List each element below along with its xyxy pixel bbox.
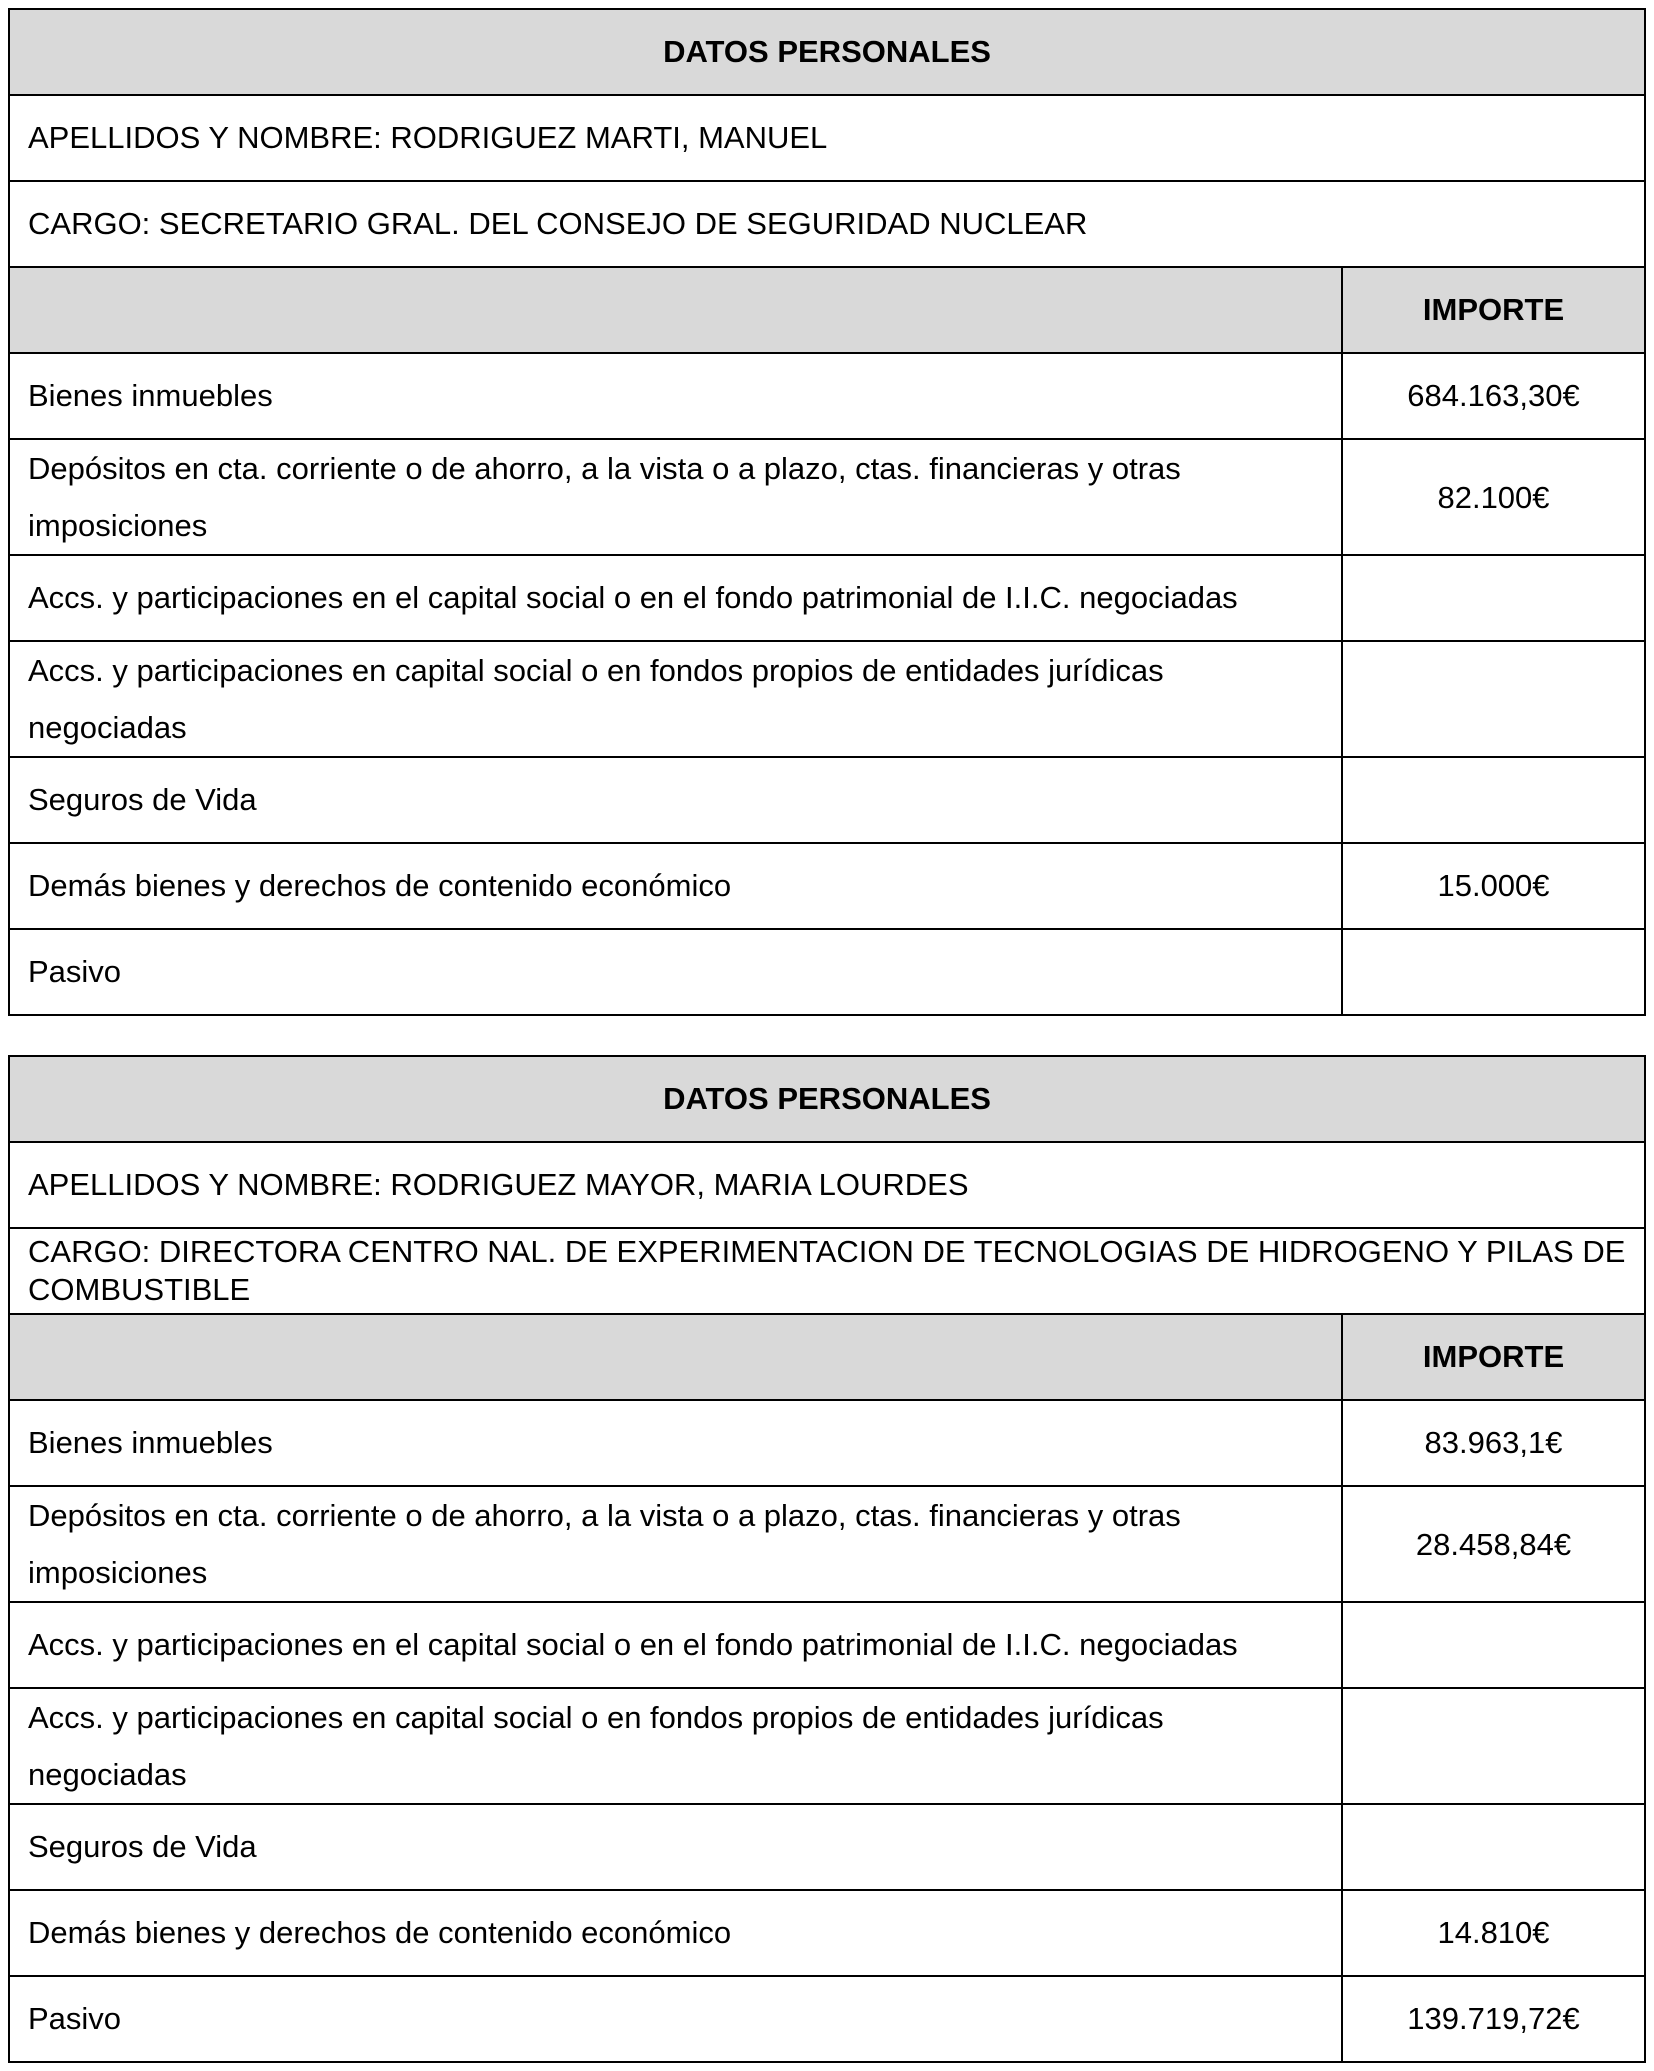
table-row xyxy=(9,1602,1645,1688)
table-row xyxy=(9,1688,1645,1804)
column-header-row xyxy=(9,1314,1645,1400)
cargo-line: CARGO: SECRETARIO GRAL. DEL CONSEJO DE SEGURIDAD NUCLEAR xyxy=(9,181,1645,267)
label-column-header xyxy=(9,1314,1342,1400)
table-row xyxy=(9,353,1645,439)
item-amount: 14.810€ xyxy=(1342,1890,1645,1976)
item-amount xyxy=(1342,1688,1645,1804)
name-line: APELLIDOS Y NOMBRE: RODRIGUEZ MARTI, MANUEL xyxy=(9,95,1645,181)
amount-column-header: IMPORTE xyxy=(1342,1314,1645,1400)
asset-declaration-table xyxy=(8,1055,1646,2063)
section-header-row xyxy=(9,9,1645,95)
asset-declaration-table xyxy=(8,8,1646,1016)
item-label: Accs. y participaciones en el capital social o en el fondo patrimonial de I.I.C. negociadas xyxy=(9,1602,1342,1688)
item-label: Accs. y participaciones en capital social o en fondos propios de entidades jurídicas negociadas xyxy=(9,1688,1342,1804)
table-row xyxy=(9,929,1645,1015)
table-row xyxy=(9,1976,1645,2062)
table-row xyxy=(9,1486,1645,1602)
name-row xyxy=(9,1142,1645,1228)
item-label: Bienes inmuebles xyxy=(9,1400,1342,1486)
item-amount: 82.100€ xyxy=(1342,439,1645,555)
item-amount xyxy=(1342,1602,1645,1688)
item-amount: 15.000€ xyxy=(1342,843,1645,929)
item-amount xyxy=(1342,1804,1645,1890)
name-row xyxy=(9,95,1645,181)
item-amount xyxy=(1342,641,1645,757)
section-title: DATOS PERSONALES xyxy=(9,1056,1645,1142)
table-row xyxy=(9,439,1645,555)
item-label: Pasivo xyxy=(9,929,1342,1015)
item-label: Demás bienes y derechos de contenido económico xyxy=(9,1890,1342,1976)
item-amount: 28.458,84€ xyxy=(1342,1486,1645,1602)
item-label: Seguros de Vida xyxy=(9,1804,1342,1890)
item-label: Depósitos en cta. corriente o de ahorro, a la vista o a plazo, ctas. financieras y otras imposiciones xyxy=(9,439,1342,555)
name-line: APELLIDOS Y NOMBRE: RODRIGUEZ MAYOR, MARIA LOURDES xyxy=(9,1142,1645,1228)
label-column-header xyxy=(9,267,1342,353)
item-label: Pasivo xyxy=(9,1976,1342,2062)
item-amount xyxy=(1342,757,1645,843)
cargo-row xyxy=(9,181,1645,267)
item-label: Accs. y participaciones en el capital social o en el fondo patrimonial de I.I.C. negociadas xyxy=(9,555,1342,641)
table-row xyxy=(9,1890,1645,1976)
column-header-row xyxy=(9,267,1645,353)
cargo-line: CARGO: DIRECTORA CENTRO NAL. DE EXPERIMENTACION DE TECNOLOGIAS DE HIDROGENO Y PILAS DE COMBUSTIBLE xyxy=(9,1228,1645,1314)
table-row xyxy=(9,757,1645,843)
section-title: DATOS PERSONALES xyxy=(9,9,1645,95)
item-label: Depósitos en cta. corriente o de ahorro, a la vista o a plazo, ctas. financieras y otras imposiciones xyxy=(9,1486,1342,1602)
item-label: Accs. y participaciones en capital social o en fondos propios de entidades jurídicas negociadas xyxy=(9,641,1342,757)
amount-column-header: IMPORTE xyxy=(1342,267,1645,353)
table-row xyxy=(9,555,1645,641)
item-amount xyxy=(1342,555,1645,641)
table-row xyxy=(9,1400,1645,1486)
item-label: Seguros de Vida xyxy=(9,757,1342,843)
table-row xyxy=(9,1804,1645,1890)
table-row xyxy=(9,843,1645,929)
item-amount: 83.963,1€ xyxy=(1342,1400,1645,1486)
table-row xyxy=(9,641,1645,757)
cargo-row xyxy=(9,1228,1645,1314)
item-amount: 684.163,30€ xyxy=(1342,353,1645,439)
section-header-row xyxy=(9,1056,1645,1142)
item-amount: 139.719,72€ xyxy=(1342,1976,1645,2062)
item-amount xyxy=(1342,929,1645,1015)
item-label: Bienes inmuebles xyxy=(9,353,1342,439)
item-label: Demás bienes y derechos de contenido económico xyxy=(9,843,1342,929)
